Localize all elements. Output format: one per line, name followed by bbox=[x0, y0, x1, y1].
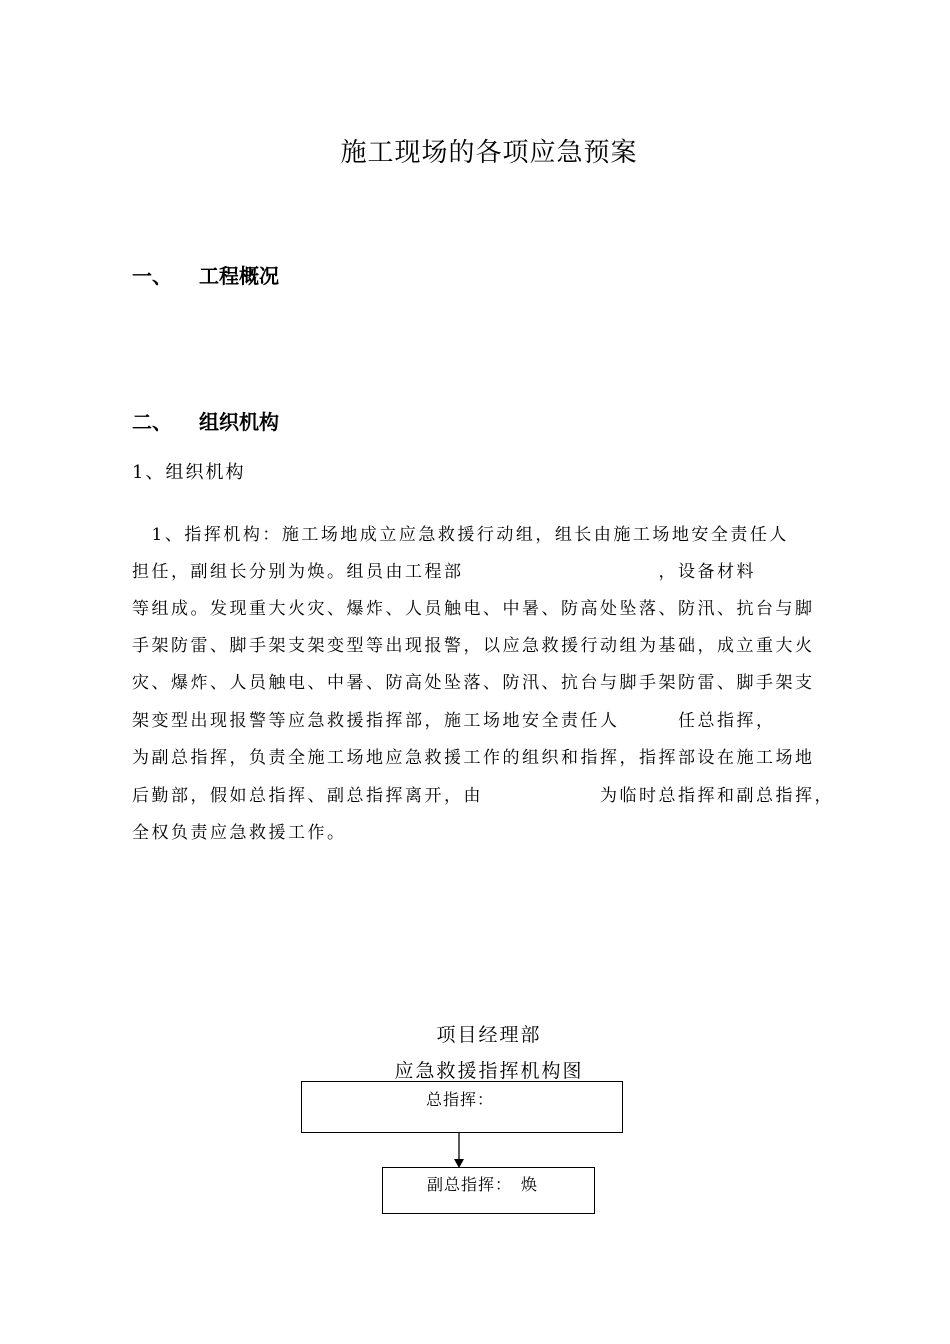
section-number: 二、 bbox=[132, 410, 172, 434]
flow-arrow bbox=[450, 1133, 470, 1169]
paragraph-line: 后勤部，假如总指挥、副总指挥离开，由 为临时总指挥和副总指挥， bbox=[132, 786, 834, 806]
deputy-commander-box bbox=[382, 1167, 595, 1214]
deputy-commander-label: 副总指挥： 焕 bbox=[427, 1175, 539, 1194]
paragraph-line: 手架防雷、脚手架支架变型等出现报警，以应急救援行动组为基础，成立重大火 bbox=[132, 636, 815, 656]
paragraph-line: 全权负责应急救援工作。 bbox=[132, 823, 347, 843]
section-number: 一、 bbox=[132, 264, 172, 288]
commander-label: 总指挥： bbox=[426, 1090, 495, 1109]
section-title: 工程概况 bbox=[199, 264, 279, 288]
commander-box bbox=[301, 1081, 623, 1133]
page-title: 施工现场的各项应急预案 bbox=[340, 138, 638, 168]
section-title: 组织机构 bbox=[199, 410, 279, 434]
org-chart-title-line2: 应急救援指挥机构图 bbox=[394, 1060, 584, 1082]
paragraph-line: 架变型出现报警等应急救援指挥部，施工场地安全责任人 任总指挥， bbox=[132, 711, 776, 731]
org-chart-title-line1: 项目经理部 bbox=[436, 1024, 542, 1046]
paragraph-line: 1、指挥机构：施工场地成立应急救援行动组，组长由施工场地安全责任人 bbox=[132, 525, 789, 545]
paragraph-line: 为副总指挥，负责全施工场地应急救援工作的组织和指挥，指挥部设在施工场地 bbox=[132, 748, 815, 768]
paragraph-line: 灾、爆炸、人员触电、中暑、防高处坠落、防汛、抗台与脚手架防雷、脚手架支 bbox=[132, 673, 815, 693]
paragraph-line: 担任，副组长分别为焕。组员由工程部 ，设备材料 bbox=[132, 562, 756, 582]
section-heading-organization bbox=[132, 406, 279, 435]
paragraph-line: 等组成。发现重大火灾、爆炸、人员触电、中暑、防高处坠落、防汛、抗台与脚 bbox=[132, 599, 815, 619]
subheading: 1、组织机构 bbox=[132, 462, 246, 483]
section-heading-overview bbox=[132, 260, 279, 289]
